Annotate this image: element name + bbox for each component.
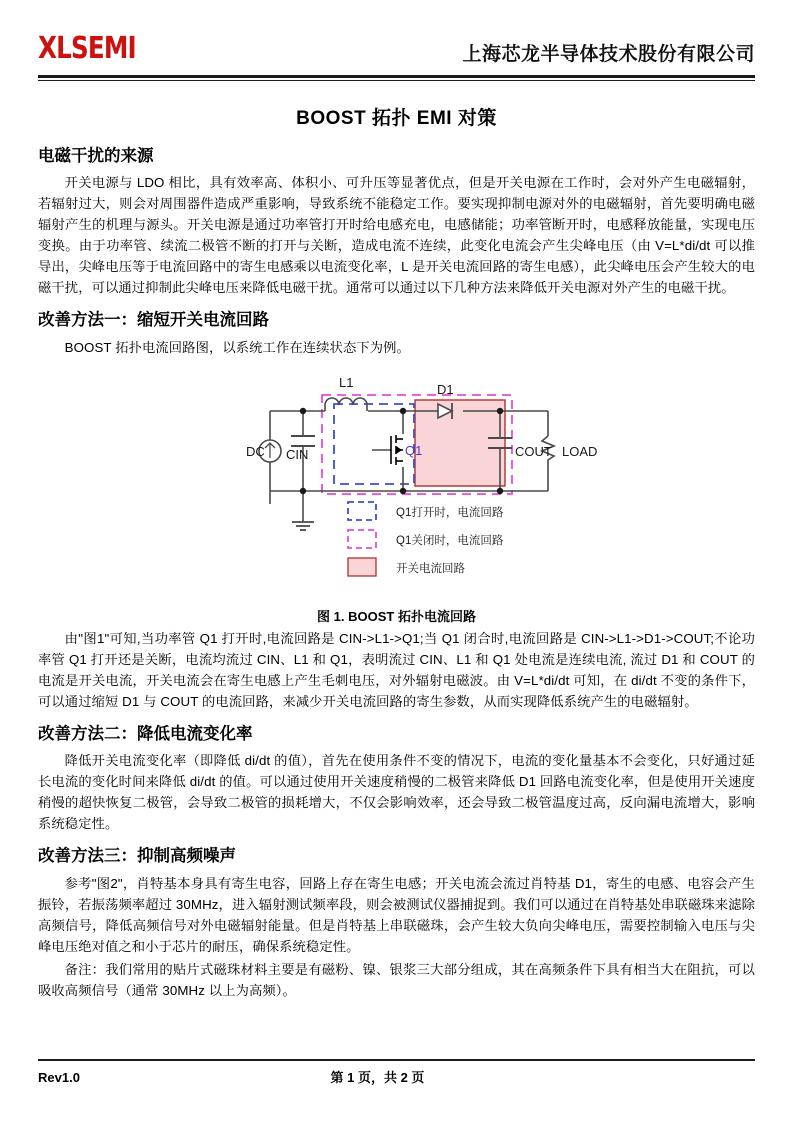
inductor-l1-symbol [325,398,367,411]
mosfet-q1-symbol [391,435,403,465]
label-cout: COUT [515,443,552,459]
page-title: BOOST 拓扑 EMI 对策 [296,108,497,129]
label-q1: Q1 [405,442,423,458]
label-cin: CIN [286,446,309,462]
switching-loop-highlight [415,400,505,486]
circuit-diagram-svg [0,364,793,604]
ground-symbol [292,522,314,530]
circuit-wires [270,411,548,522]
page-footer [38,1059,755,1086]
page-header [38,0,755,68]
legend-label-q1-off: Q1关闭时，电流回路 [396,534,504,547]
label-load: LOAD [562,443,598,459]
company-name: 上海芯龙半导体技术股份有限公司 [462,44,755,65]
label-l1: L1 [339,374,354,390]
loop-q1-on-dashed [334,404,414,484]
legend-swatch-q1-on [348,502,376,520]
section-heading-1: 电磁干扰的来源 [38,147,154,165]
section-heading-3: 改善方法二：降低电流变化率 [38,724,253,743]
section-3-paragraph-1: 降低开关电流变化率（即降低 di/dt 的值），首先在使用条件不变的情况下，电流的变化量基本不会变化，只好通过延长电流的变化时间来降低 di/dt 的值。可以通过使用开关速度稍慢的二极管来降低 D1 回路电流变化率，但是使用开关速度稍慢的超快恢复二极管，会导致二极管的损耗增大，不仅会影响效率，还会导致二极管温度过高，反向漏电流增大，影响系统稳定性。 [38,753,755,832]
header-divider [38,75,755,81]
section-2-paragraph-1: 由"图1"可知,当功率管 Q1 打开时,电流回路是 CIN->L1->Q1;当 Q1 闭合时,电流回路是 CIN->L1->D1->COUT;不论功率管 Q1 打开还是关断，电流均流过 CIN、L1 和 Q1，表明流过 CIN、L1 和 Q1 处电流是连续电流, 流过 D1 和 COUT 的电流是开关电流，开关电流会在寄生电感上产生毛刺电压，对外辐射电磁波。由 V=L*di/dt 可知，在 di/dt 不变的条件下，可以通过缩短 D1 与 COUT 的电流回路，来减少开关电流回路的寄生参数，从而实现降低系统产生的电磁辐射。 [38,630,755,709]
capacitor-cin-symbol [291,436,315,446]
legend-label-q1-on: Q1打开时，电流回路 [396,506,504,519]
section-2-intro: BOOST 拓扑电流回路图，以系统工作在连续状态下为例。 [64,339,410,355]
section-heading-4: 改善方法三：抑制高频噪声 [38,847,236,866]
figure-caption: 图 1. BOOST 拓扑电流回路 [317,608,476,624]
legend-label-switching-loop: 开关电流回路 [396,562,465,575]
footer-revision: Rev1.0 [38,1070,80,1085]
section-heading-2: 改善方法一：缩短开关电流回路 [38,311,269,330]
section-4-paragraph-1: 参考"图2"，肖特基本身具有寄生电容，回路上存在寄生电感；开关电流会流过肖特基 D1，寄生的电感、电容会产生振铃，若振荡频率超过 30MHz，进入辐射测试频率段，则会被测试仪器捕捉到。我们可以通过在肖特基处串联磁珠来滤除高频信号，降低高频信号对外电磁辐射能量。但是肖特基上串联磁珠，会产生较大负向尖峰电压，需要控制输入电压与尖峰电压绝对值之和小于芯片的耐压，确保系统稳定性。 [38,875,755,954]
section-1-paragraph-1: 开关电源与 LDO 相比，具有效率高、体积小、可升压等显著优点，但是开关电源在工作时，会对外产生电磁辐射，若辐射过大，则会对周围器件造成严重影响，导致系统不能稳定工作。要实现抑制电源对外的电磁辐射，首先要明确电磁辐射产生的机理与源头。开关电源是通过功率管打开时给电感充电，电感储能；功率管断开时，电感释放能量，实现电压变换。由于功率管、续流二极管不断的打开与关断，造成电流不连续，此变化电流会产生尖峰电压（由 V=L*di/dt 可以推导出，尖峰电压等于电流回路中的寄生电感乘以电流变化率，L 是开关电流回路的寄生电感），此尖峰电压会产生较大的电磁干扰，可以通过抑制此尖峰电压来降低电磁干扰。通常可以通过以下几种方法来降低开关电源对外产生的电磁干扰。 [38,175,755,296]
section-4-paragraph-2: 备注：我们常用的贴片式磁珠材料主要是有磁粉、镍、银浆三大部分组成，其在高频条件下具有相当大在阻抗，可以吸收高频信号（通常 30MHz 以上为高频）。 [38,961,755,998]
company-logo: XLSEMI [38,31,136,66]
footer-page-number: 第 1 页，共 2 页 [330,1070,425,1085]
figure-boost-circuit [38,364,755,604]
footer-divider [38,1059,755,1061]
label-dc: DC [246,443,265,459]
label-d1: D1 [437,381,454,397]
legend-swatch-q1-off [348,530,376,548]
figure-legend [348,502,504,576]
legend-swatch-switching-loop [348,558,376,576]
